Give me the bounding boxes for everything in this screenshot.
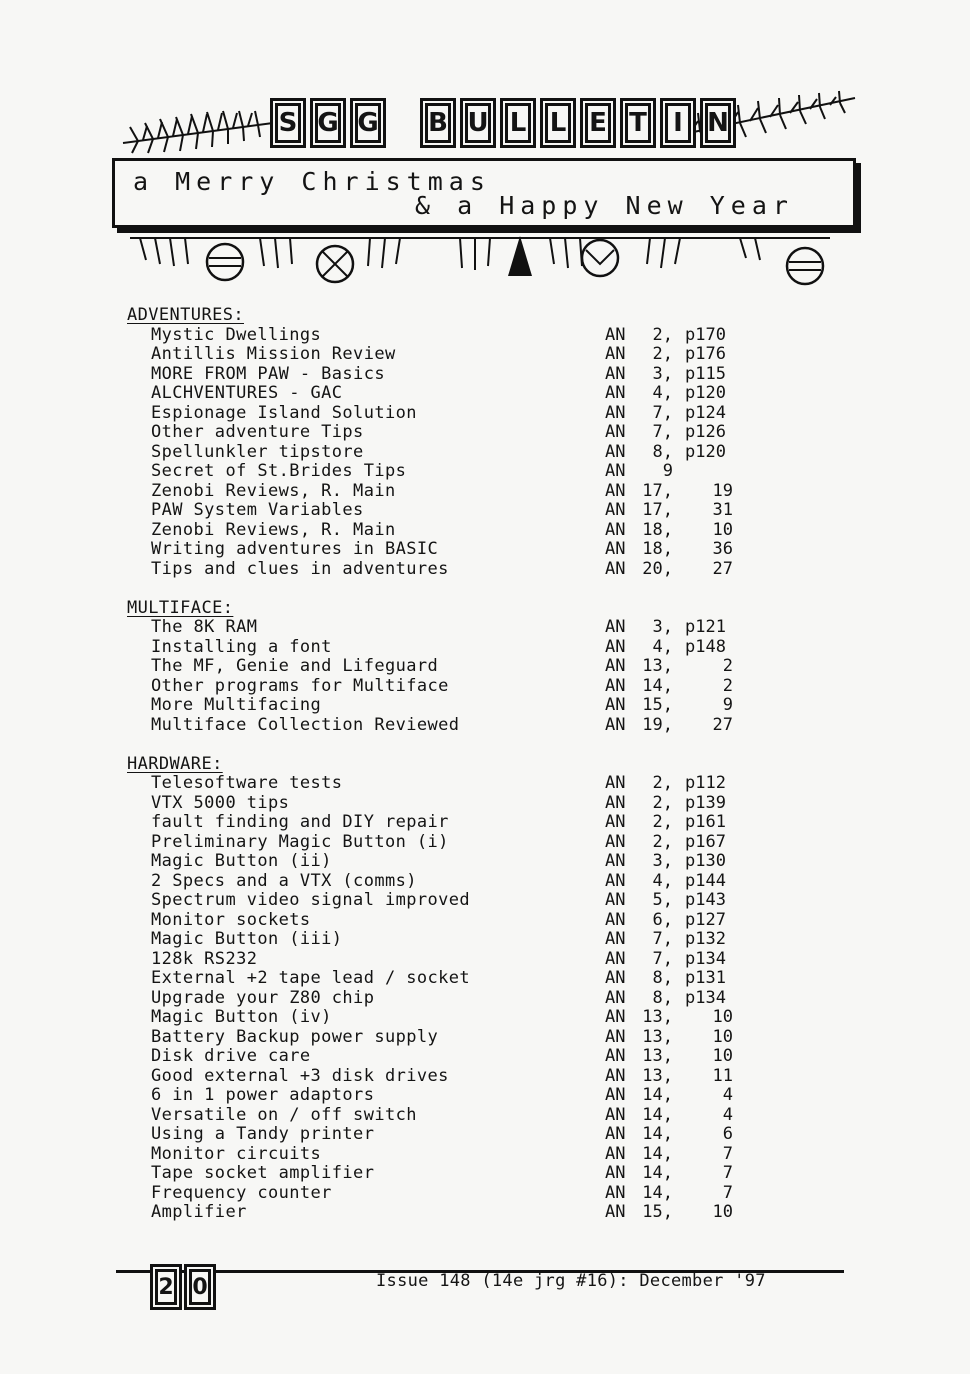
entry-issue: 4, [652, 636, 673, 657]
index-entry [127, 950, 847, 970]
entry-page: p170 [685, 324, 726, 345]
entry-title: PAW System Variables [151, 500, 364, 520]
index-entry [127, 891, 847, 911]
entry-title: More Multifacing [151, 695, 322, 715]
entry-page: p161 [685, 812, 726, 832]
entry-title: 6 in 1 power adaptors [151, 1085, 375, 1105]
index-entry [127, 833, 847, 853]
page-number-digit: 2 [150, 1264, 182, 1310]
entry-title: fault finding and DIY repair [151, 812, 449, 832]
entry-issue: 18, [642, 519, 673, 540]
entry-issue: 17, [642, 500, 673, 520]
entry-title: Good external +3 disk drives [151, 1065, 449, 1086]
entry-magazine: AN [605, 1182, 626, 1203]
entry-page: p127 [685, 909, 726, 930]
entry-issue: 19, [642, 714, 673, 735]
entry-page: 19 [712, 480, 733, 501]
entry-magazine: AN [605, 675, 626, 696]
entry-title: Installing a font [151, 636, 332, 657]
entry-page: 10 [712, 1202, 733, 1222]
entry-issue: 14, [642, 1124, 673, 1144]
index-entry [127, 1203, 847, 1223]
entry-issue: 4, [652, 870, 673, 891]
entry-title: Preliminary Magic Button (i) [151, 831, 449, 852]
entry-page: 10 [712, 1026, 733, 1047]
entry-magazine: AN [605, 851, 626, 871]
entry-issue: 13, [642, 1026, 673, 1047]
entry-issue: 7, [652, 929, 673, 949]
entry-issue: 7, [652, 402, 673, 423]
entry-page: p134 [685, 987, 726, 1008]
entry-magazine: AN [605, 461, 626, 481]
entry-magazine: AN [605, 539, 626, 559]
entry-title: 128k RS232 [151, 948, 258, 969]
entry-page: 6 [722, 1124, 733, 1144]
index-entry [127, 969, 847, 989]
entry-page: p126 [685, 422, 726, 442]
index-entry [127, 1028, 847, 1048]
index-entry [127, 326, 847, 346]
entry-issue: 13, [642, 1007, 673, 1027]
entry-issue: 17, [642, 480, 673, 501]
index-entry [127, 1067, 847, 1087]
index-entry [127, 365, 847, 385]
entry-title: MORE FROM PAW - Basics [151, 363, 385, 384]
entry-magazine: AN [605, 890, 626, 910]
entry-magazine: AN [605, 1065, 626, 1086]
entry-page: p112 [685, 773, 726, 793]
entry-page: 10 [712, 1046, 733, 1066]
index-entry [127, 657, 847, 677]
entry-page: p120 [685, 383, 726, 403]
section-heading: ADVENTURES: [127, 305, 244, 325]
entry-magazine: AN [605, 831, 626, 852]
index-entry [127, 1145, 847, 1165]
entry-title: Zenobi Reviews, R. Main [151, 519, 396, 540]
entry-page: p124 [685, 402, 726, 423]
entry-issue: 18, [642, 539, 673, 559]
entry-issue: 8, [652, 441, 673, 462]
entry-issue: 8, [652, 968, 673, 988]
index-entry [127, 930, 847, 950]
entry-page: p144 [685, 870, 726, 891]
entry-title: ALCHVENTURES - GAC [151, 383, 343, 403]
entry-page: 7 [722, 1143, 733, 1164]
entry-title: Writing adventures in BASIC [151, 539, 439, 559]
entry-magazine: AN [605, 1143, 626, 1164]
entry-magazine: AN [605, 909, 626, 930]
page-number-digit: 0 [184, 1264, 216, 1310]
index-entry [127, 774, 847, 794]
index-entry [127, 1008, 847, 1028]
entry-title: Spellunkler tipstore [151, 441, 364, 462]
index-entry [127, 911, 847, 931]
entry-issue: 13, [642, 1046, 673, 1066]
entry-magazine: AN [605, 1046, 626, 1066]
entry-magazine: AN [605, 870, 626, 891]
masthead [100, 88, 860, 288]
entry-page: p143 [685, 890, 726, 910]
index-entry [127, 677, 847, 697]
index-entry [127, 852, 847, 872]
entry-page: p132 [685, 929, 726, 949]
entry-issue: 6, [652, 909, 673, 930]
christmas-greeting-banner [112, 158, 856, 228]
entry-magazine: AN [605, 558, 626, 579]
entry-issue: 14, [642, 1163, 673, 1183]
entry-magazine: AN [605, 929, 626, 949]
index-entry [127, 1086, 847, 1106]
logo-letter: G [310, 98, 346, 148]
entry-issue: 2, [652, 831, 673, 852]
entry-title: Secret of St.Brides Tips [151, 461, 407, 481]
entry-title: Disk drive care [151, 1046, 311, 1066]
entry-issue: 14, [642, 1104, 673, 1125]
index-entry [127, 443, 847, 463]
entry-page: p139 [685, 792, 726, 813]
entry-magazine: AN [605, 1124, 626, 1144]
index-entry [127, 423, 847, 443]
entry-title: Tips and clues in adventures [151, 558, 449, 579]
entry-issue: 2, [652, 324, 673, 345]
section-heading: MULTIFACE: [127, 597, 234, 618]
index-entry [127, 462, 847, 482]
entry-page: p148 [685, 636, 726, 657]
entry-title: Magic Button (iv) [151, 1007, 332, 1027]
entry-magazine: AN [605, 987, 626, 1008]
entry-page: p176 [685, 344, 726, 364]
entry-page: 27 [712, 714, 733, 735]
entry-page: 4 [722, 1104, 733, 1125]
entry-title: Frequency counter [151, 1182, 332, 1203]
entry-page: 11 [712, 1065, 733, 1086]
entry-issue: 9 [662, 461, 673, 481]
entry-magazine: AN [605, 344, 626, 364]
entry-magazine: AN [605, 1163, 626, 1183]
entry-title: Espionage Island Solution [151, 402, 417, 423]
entry-issue: 13, [642, 1065, 673, 1086]
entry-magazine: AN [605, 948, 626, 969]
entry-page: 7 [722, 1163, 733, 1183]
entry-title: Monitor circuits [151, 1143, 322, 1164]
entry-title: External +2 tape lead / socket [151, 968, 471, 988]
entry-page: p167 [685, 831, 726, 852]
entry-page: 2 [722, 675, 733, 696]
entry-magazine: AN [605, 422, 626, 442]
entry-page: 27 [712, 558, 733, 579]
index-section [127, 755, 847, 1223]
entry-issue: 3, [652, 363, 673, 384]
index-entry [127, 521, 847, 541]
entry-page: 9 [722, 695, 733, 715]
logo-letter: U [460, 98, 496, 148]
index-entry [127, 638, 847, 658]
entry-page: 7 [722, 1182, 733, 1203]
entry-magazine: AN [605, 792, 626, 813]
issue-info: Issue 148 (14e jrg #16): December '97 [376, 1271, 766, 1291]
entry-issue: 3, [652, 851, 673, 871]
entry-issue: 7, [652, 422, 673, 442]
entry-magazine: AN [605, 1007, 626, 1027]
entry-magazine: AN [605, 363, 626, 384]
entry-issue: 2, [652, 344, 673, 364]
index-entry [127, 404, 847, 424]
index-entry [127, 482, 847, 502]
sgg-bulletin-logo [270, 98, 736, 148]
entry-page: 10 [712, 519, 733, 540]
logo-letter: I [660, 98, 696, 148]
logo-letter: B [420, 98, 456, 148]
entry-title: Monitor sockets [151, 909, 311, 930]
index-entry [127, 794, 847, 814]
entry-magazine: AN [605, 1202, 626, 1222]
logo-letter: G [350, 98, 386, 148]
section-heading: HARDWARE: [127, 753, 223, 774]
entry-title: Spectrum video signal improved [151, 890, 471, 910]
index-listing [127, 306, 847, 1242]
entry-issue: 15, [642, 695, 673, 715]
entry-issue: 2, [652, 773, 673, 793]
index-section [127, 306, 847, 579]
entry-page: 36 [712, 539, 733, 559]
entry-magazine: AN [605, 617, 626, 637]
entry-issue: 3, [652, 617, 673, 637]
pine-branch-left-icon [118, 88, 278, 158]
index-entry [127, 696, 847, 716]
entry-magazine: AN [605, 812, 626, 832]
entry-magazine: AN [605, 402, 626, 423]
entry-page: p130 [685, 851, 726, 871]
entry-issue: 4, [652, 383, 673, 403]
index-entry [127, 618, 847, 638]
entry-page: 4 [722, 1085, 733, 1105]
entry-magazine: AN [605, 1085, 626, 1105]
index-entry [127, 384, 847, 404]
entry-issue: 14, [642, 1182, 673, 1203]
entry-title: The MF, Genie and Lifeguard [151, 656, 439, 676]
index-entry [127, 1184, 847, 1204]
entry-title: Telesoftware tests [151, 773, 343, 793]
entry-title: Antillis Mission Review [151, 344, 396, 364]
entry-issue: 15, [642, 1202, 673, 1222]
entry-page: p131 [685, 968, 726, 988]
entry-magazine: AN [605, 1026, 626, 1047]
entry-magazine: AN [605, 324, 626, 345]
entry-magazine: AN [605, 773, 626, 793]
entry-title: Battery Backup power supply [151, 1026, 439, 1047]
index-entry [127, 1047, 847, 1067]
entry-issue: 14, [642, 1143, 673, 1164]
entry-page: p115 [685, 363, 726, 384]
entry-issue: 20, [642, 558, 673, 579]
index-entry [127, 1164, 847, 1184]
greeting-line-2: & a Happy New Year [415, 191, 794, 220]
index-entry [127, 560, 847, 580]
entry-page: p121 [685, 617, 726, 637]
entry-magazine: AN [605, 636, 626, 657]
entry-title: Versatile on / off switch [151, 1104, 417, 1125]
entry-issue: 14, [642, 675, 673, 696]
logo-letter: T [620, 98, 656, 148]
entry-title: 2 Specs and a VTX (comms) [151, 870, 417, 891]
entry-page: 2 [722, 656, 733, 676]
entry-title: Other adventure Tips [151, 422, 364, 442]
entry-magazine: AN [605, 656, 626, 676]
index-entry [127, 1106, 847, 1126]
index-entry [127, 540, 847, 560]
entry-title: Other programs for Multiface [151, 675, 449, 696]
entry-magazine: AN [605, 519, 626, 540]
page-number [150, 1264, 216, 1310]
logo-letter: S [270, 98, 306, 148]
entry-issue: 2, [652, 792, 673, 813]
entry-title: Using a Tandy printer [151, 1124, 375, 1144]
index-entry [127, 501, 847, 521]
entry-issue: 13, [642, 656, 673, 676]
greeting-line-1: a Merry Christmas [133, 167, 491, 196]
entry-magazine: AN [605, 383, 626, 403]
index-entry [127, 813, 847, 833]
entry-magazine: AN [605, 968, 626, 988]
entry-title: Magic Button (ii) [151, 851, 332, 871]
entry-page: 10 [712, 1007, 733, 1027]
entry-title: The 8K RAM [151, 617, 258, 637]
entry-title: Amplifier [151, 1202, 247, 1222]
entry-magazine: AN [605, 1104, 626, 1125]
entry-page: 31 [712, 500, 733, 520]
entry-magazine: AN [605, 714, 626, 735]
index-section [127, 599, 847, 736]
index-entry [127, 989, 847, 1009]
entry-issue: 5, [652, 890, 673, 910]
entry-title: Mystic Dwellings [151, 324, 322, 345]
index-entry [127, 872, 847, 892]
logo-letter: L [540, 98, 576, 148]
entry-page: p134 [685, 948, 726, 969]
index-entry [127, 1125, 847, 1145]
entry-issue: 2, [652, 812, 673, 832]
entry-title: Zenobi Reviews, R. Main [151, 480, 396, 501]
logo-letter: L [500, 98, 536, 148]
entry-title: Tape socket amplifier [151, 1163, 375, 1183]
entry-magazine: AN [605, 500, 626, 520]
entry-magazine: AN [605, 695, 626, 715]
entry-issue: 7, [652, 948, 673, 969]
logo-letter: E [580, 98, 616, 148]
entry-title: Magic Button (iii) [151, 929, 343, 949]
entry-issue: 14, [642, 1085, 673, 1105]
index-entry [127, 716, 847, 736]
index-entry [127, 345, 847, 365]
entry-magazine: AN [605, 441, 626, 462]
entry-title: Multiface Collection Reviewed [151, 714, 460, 735]
entry-magazine: AN [605, 480, 626, 501]
entry-title: VTX 5000 tips [151, 792, 290, 813]
entry-title: Upgrade your Z80 chip [151, 987, 375, 1008]
logo-letter: N [700, 98, 736, 148]
garland-with-baubles-icon [130, 226, 830, 288]
entry-issue: 8, [652, 987, 673, 1008]
entry-page: p120 [685, 441, 726, 462]
